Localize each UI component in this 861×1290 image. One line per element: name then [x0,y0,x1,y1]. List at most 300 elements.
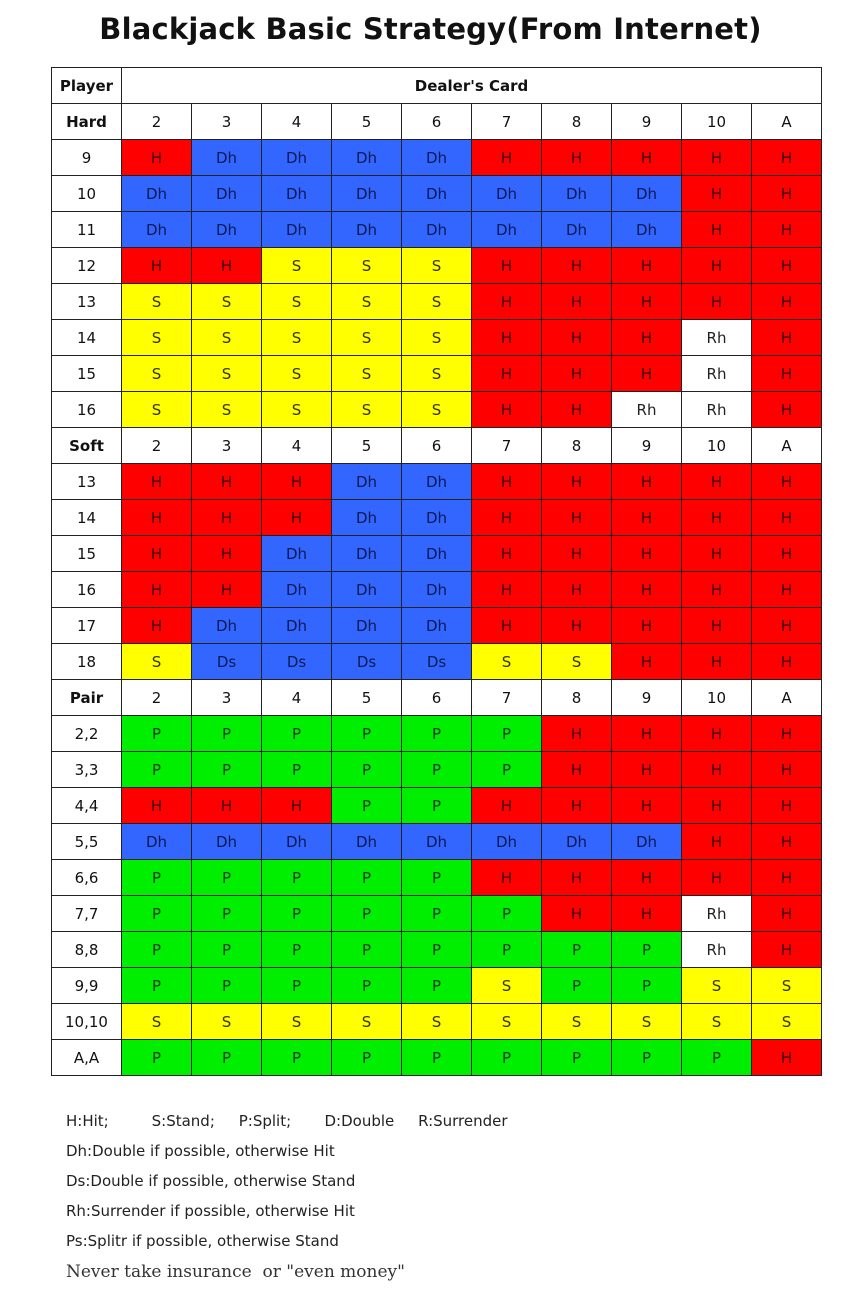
action-cell: P [122,1040,192,1076]
dealer-card: 8 [542,680,612,716]
dealer-card: 7 [472,104,542,140]
action-cell: P [262,932,332,968]
action-cell: S [542,1004,612,1040]
action-cell: H [682,644,752,680]
action-cell: H [542,572,612,608]
action-cell: S [262,356,332,392]
action-cell: H [752,140,822,176]
section-header-row [52,104,822,140]
action-cell: S [192,320,262,356]
action-cell: S [122,320,192,356]
table-row [52,176,822,212]
page-title: Blackjack Basic Strategy(From Internet) [99,12,762,46]
action-cell: P [402,752,472,788]
legend-actions: H:Hit; S:Stand; P:Split; D:Double R:Surrender [66,1112,508,1130]
player-hand: 12 [52,248,122,284]
action-cell: Dh [262,176,332,212]
action-cell: H [542,896,612,932]
action-cell: H [682,284,752,320]
action-cell: H [612,860,682,896]
action-cell: Dh [542,176,612,212]
legend-ds: Ds:Double if possible, otherwise Stand [66,1172,356,1190]
action-cell: H [612,356,682,392]
action-cell: Rh [682,392,752,428]
action-cell: S [402,356,472,392]
action-cell: Dh [262,608,332,644]
action-cell: H [752,284,822,320]
action-cell: H [682,536,752,572]
action-cell: H [262,500,332,536]
action-cell: S [332,320,402,356]
action-cell: P [192,752,262,788]
action-cell: P [262,716,332,752]
action-cell: H [542,716,612,752]
action-cell: P [262,752,332,788]
action-cell: Dh [192,212,262,248]
action-cell: S [262,1004,332,1040]
dealer-card: 10 [682,104,752,140]
action-cell: H [122,140,192,176]
table-row [52,248,822,284]
action-cell: H [472,860,542,896]
action-cell: S [612,1004,682,1040]
action-cell: H [542,320,612,356]
section-label: Soft [52,428,122,464]
action-cell: H [752,896,822,932]
action-cell: S [262,392,332,428]
dealer-card: 2 [122,104,192,140]
action-cell: H [542,248,612,284]
action-cell: Rh [682,320,752,356]
dealer-card: 9 [612,428,682,464]
action-cell: P [332,1040,402,1076]
action-cell: H [192,500,262,536]
action-cell: Dh [402,608,472,644]
action-cell: S [192,356,262,392]
action-cell: P [262,896,332,932]
action-cell: Dh [472,824,542,860]
table-row [52,212,822,248]
player-hand: 14 [52,500,122,536]
action-cell: P [122,932,192,968]
action-cell: S [122,1004,192,1040]
action-cell: P [122,896,192,932]
action-cell: Dh [402,212,472,248]
action-cell: H [542,284,612,320]
action-cell: H [192,536,262,572]
dealer-card: 6 [402,680,472,716]
table-row [52,1040,822,1076]
dealer-card: 2 [122,428,192,464]
action-cell: Dh [332,176,402,212]
action-cell: H [472,248,542,284]
action-cell: P [262,860,332,896]
player-hand: 13 [52,464,122,500]
action-cell: P [612,932,682,968]
player-hand: 16 [52,392,122,428]
action-cell: H [542,464,612,500]
action-cell: S [192,1004,262,1040]
action-cell: Dh [332,464,402,500]
dealer-card: 6 [402,104,472,140]
action-cell: Rh [682,356,752,392]
action-cell: P [262,1040,332,1076]
action-cell: H [612,896,682,932]
action-cell: S [402,284,472,320]
action-cell: H [612,644,682,680]
dealer-card: 8 [542,428,612,464]
dealer-card: A [752,104,822,140]
action-cell: H [612,500,682,536]
action-cell: P [472,752,542,788]
action-cell: S [332,284,402,320]
action-cell: H [682,572,752,608]
action-cell: P [542,968,612,1004]
action-cell: S [402,392,472,428]
action-cell: H [752,320,822,356]
player-hand: 18 [52,644,122,680]
action-cell: H [752,608,822,644]
action-cell: H [752,500,822,536]
action-cell: Dh [402,464,472,500]
action-cell: Dh [262,536,332,572]
action-cell: P [262,968,332,1004]
action-cell: H [612,608,682,644]
player-hand: 11 [52,212,122,248]
action-cell: H [612,572,682,608]
action-cell: P [332,968,402,1004]
table-row [52,896,822,932]
action-cell: H [122,464,192,500]
action-cell: S [262,284,332,320]
action-cell: S [402,320,472,356]
dealer-card: 7 [472,680,542,716]
action-cell: S [332,248,402,284]
action-cell: P [332,752,402,788]
action-cell: P [402,860,472,896]
action-cell: Dh [612,212,682,248]
player-hand: 10,10 [52,1004,122,1040]
action-cell: S [262,248,332,284]
dealer-card: 9 [612,680,682,716]
action-cell: H [752,176,822,212]
strategy-table [51,67,822,1076]
action-cell: H [612,788,682,824]
action-cell: S [682,1004,752,1040]
action-cell: P [332,896,402,932]
dealer-card: 3 [192,428,262,464]
dealer-card: 4 [262,104,332,140]
strategy-table-body [52,68,822,1076]
table-row [52,788,822,824]
action-cell: H [472,608,542,644]
action-cell: Dh [402,824,472,860]
dealer-card: 3 [192,680,262,716]
action-cell: H [752,392,822,428]
action-cell: H [612,284,682,320]
player-hand: 17 [52,608,122,644]
player-hand: 6,6 [52,860,122,896]
section-header-row [52,428,822,464]
dealer-card: 2 [122,680,192,716]
action-cell: H [682,824,752,860]
action-cell: H [682,212,752,248]
action-cell: Dh [262,572,332,608]
player-hand: 5,5 [52,824,122,860]
action-cell: H [682,788,752,824]
action-cell: Dh [122,824,192,860]
action-cell: H [752,536,822,572]
action-cell: H [192,464,262,500]
dealer-card: 6 [402,428,472,464]
action-cell: H [122,572,192,608]
action-cell: Dh [122,212,192,248]
action-cell: Dh [122,176,192,212]
action-cell: H [612,464,682,500]
action-cell: H [612,536,682,572]
action-cell: Ds [332,644,402,680]
action-cell: H [192,788,262,824]
action-cell: P [542,932,612,968]
action-cell: H [612,320,682,356]
player-hand: 8,8 [52,932,122,968]
player-hand: 14 [52,320,122,356]
action-cell: H [472,500,542,536]
action-cell: S [682,968,752,1004]
action-cell: P [332,860,402,896]
table-row [52,320,822,356]
action-cell: P [472,1040,542,1076]
action-cell: Ds [402,644,472,680]
dealer-card: 5 [332,428,402,464]
action-cell: P [192,932,262,968]
action-cell: Dh [402,500,472,536]
action-cell: P [682,1040,752,1076]
action-cell: P [612,968,682,1004]
action-cell: H [682,140,752,176]
action-cell: S [472,1004,542,1040]
action-cell: P [402,788,472,824]
dealer-card: 3 [192,104,262,140]
player-hand: 10 [52,176,122,212]
action-cell: Dh [332,536,402,572]
action-cell: P [192,860,262,896]
action-cell: P [332,932,402,968]
action-cell: P [472,932,542,968]
action-cell: Rh [682,896,752,932]
action-cell: Rh [612,392,682,428]
action-cell: H [752,572,822,608]
dealer-header: Dealer's Card [122,68,822,104]
action-cell: H [542,500,612,536]
player-hand: 9 [52,140,122,176]
table-row [52,644,822,680]
action-cell: Dh [402,140,472,176]
action-cell: H [612,716,682,752]
action-cell: P [122,860,192,896]
action-cell: Dh [402,536,472,572]
action-cell: S [332,356,402,392]
table-row [52,500,822,536]
table-header-row [52,68,822,104]
action-cell: H [192,248,262,284]
player-header: Player [52,68,122,104]
legend-rh: Rh:Surrender if possible, otherwise Hit [66,1202,355,1220]
table-row [52,392,822,428]
action-cell: S [752,1004,822,1040]
action-cell: P [472,896,542,932]
action-cell: H [122,248,192,284]
table-row [52,356,822,392]
action-cell: P [402,896,472,932]
action-cell: H [472,788,542,824]
action-cell: Dh [402,176,472,212]
action-cell: H [752,356,822,392]
action-cell: Dh [192,140,262,176]
action-cell: Dh [262,212,332,248]
player-hand: 2,2 [52,716,122,752]
player-hand: 15 [52,356,122,392]
player-hand: 9,9 [52,968,122,1004]
action-cell: P [472,716,542,752]
action-cell: H [752,860,822,896]
action-cell: H [192,572,262,608]
action-cell: Dh [192,608,262,644]
action-cell: H [612,248,682,284]
action-cell: H [752,824,822,860]
dealer-card: 5 [332,680,402,716]
action-cell: H [122,788,192,824]
player-hand: A,A [52,1040,122,1076]
action-cell: H [752,644,822,680]
action-cell: Dh [332,608,402,644]
action-cell: P [402,932,472,968]
action-cell: H [472,320,542,356]
table-row [52,716,822,752]
action-cell: S [332,1004,402,1040]
action-cell: Dh [332,140,402,176]
action-cell: S [192,392,262,428]
player-hand: 15 [52,536,122,572]
action-cell: S [752,968,822,1004]
action-cell: S [332,392,402,428]
action-cell: H [752,752,822,788]
action-cell: H [472,464,542,500]
action-cell: S [402,1004,472,1040]
table-row [52,968,822,1004]
table-row [52,572,822,608]
action-cell: P [332,716,402,752]
action-cell: H [472,356,542,392]
action-cell: Dh [332,824,402,860]
action-cell: P [122,752,192,788]
action-cell: P [402,716,472,752]
action-cell: H [542,752,612,788]
action-cell: H [752,248,822,284]
action-cell: H [682,464,752,500]
action-cell: H [472,140,542,176]
action-cell: Dh [612,824,682,860]
player-hand: 3,3 [52,752,122,788]
action-cell: Dh [332,212,402,248]
action-cell: H [262,788,332,824]
player-hand: 7,7 [52,896,122,932]
action-cell: P [192,896,262,932]
action-cell: S [402,248,472,284]
legend-ps: Ps:Splitr if possible, otherwise Stand [66,1232,339,1250]
action-cell: Dh [402,572,472,608]
action-cell: H [262,464,332,500]
action-cell: H [682,176,752,212]
action-cell: P [122,968,192,1004]
dealer-card: 4 [262,680,332,716]
section-label: Pair [52,680,122,716]
action-cell: H [542,788,612,824]
action-cell: P [402,1040,472,1076]
dealer-card: 10 [682,680,752,716]
action-cell: H [682,752,752,788]
action-cell: H [752,1040,822,1076]
action-cell: P [612,1040,682,1076]
table-row [52,860,822,896]
action-cell: P [192,1040,262,1076]
action-cell: S [122,392,192,428]
table-row [52,932,822,968]
action-cell: H [752,788,822,824]
action-cell: Dh [332,500,402,536]
table-row [52,824,822,860]
dealer-card: 9 [612,104,682,140]
table-row [52,140,822,176]
action-cell: P [122,716,192,752]
action-cell: H [612,140,682,176]
dealer-card: 8 [542,104,612,140]
action-cell: H [752,716,822,752]
dealer-card: 7 [472,428,542,464]
dealer-card: A [752,428,822,464]
player-hand: 13 [52,284,122,320]
action-cell: H [542,536,612,572]
table-row [52,1004,822,1040]
insurance-note: Never take insurance or "even money" [66,1262,405,1282]
action-cell: Dh [472,212,542,248]
action-cell: S [472,968,542,1004]
legend-dh: Dh:Double if possible, otherwise Hit [66,1142,335,1160]
table-row [52,536,822,572]
action-cell: H [122,500,192,536]
action-cell: P [332,788,402,824]
action-cell: Dh [542,824,612,860]
action-cell: Dh [192,176,262,212]
action-cell: H [752,464,822,500]
table-row [52,752,822,788]
action-cell: S [192,284,262,320]
action-cell: Dh [612,176,682,212]
action-cell: S [542,644,612,680]
action-cell: H [752,932,822,968]
action-cell: Dh [262,824,332,860]
action-cell: H [612,752,682,788]
action-cell: H [752,212,822,248]
action-cell: H [542,608,612,644]
action-cell: H [122,536,192,572]
action-cell: Dh [332,572,402,608]
action-cell: H [682,860,752,896]
action-cell: H [682,500,752,536]
table-row [52,608,822,644]
action-cell: H [472,284,542,320]
action-cell: S [122,284,192,320]
